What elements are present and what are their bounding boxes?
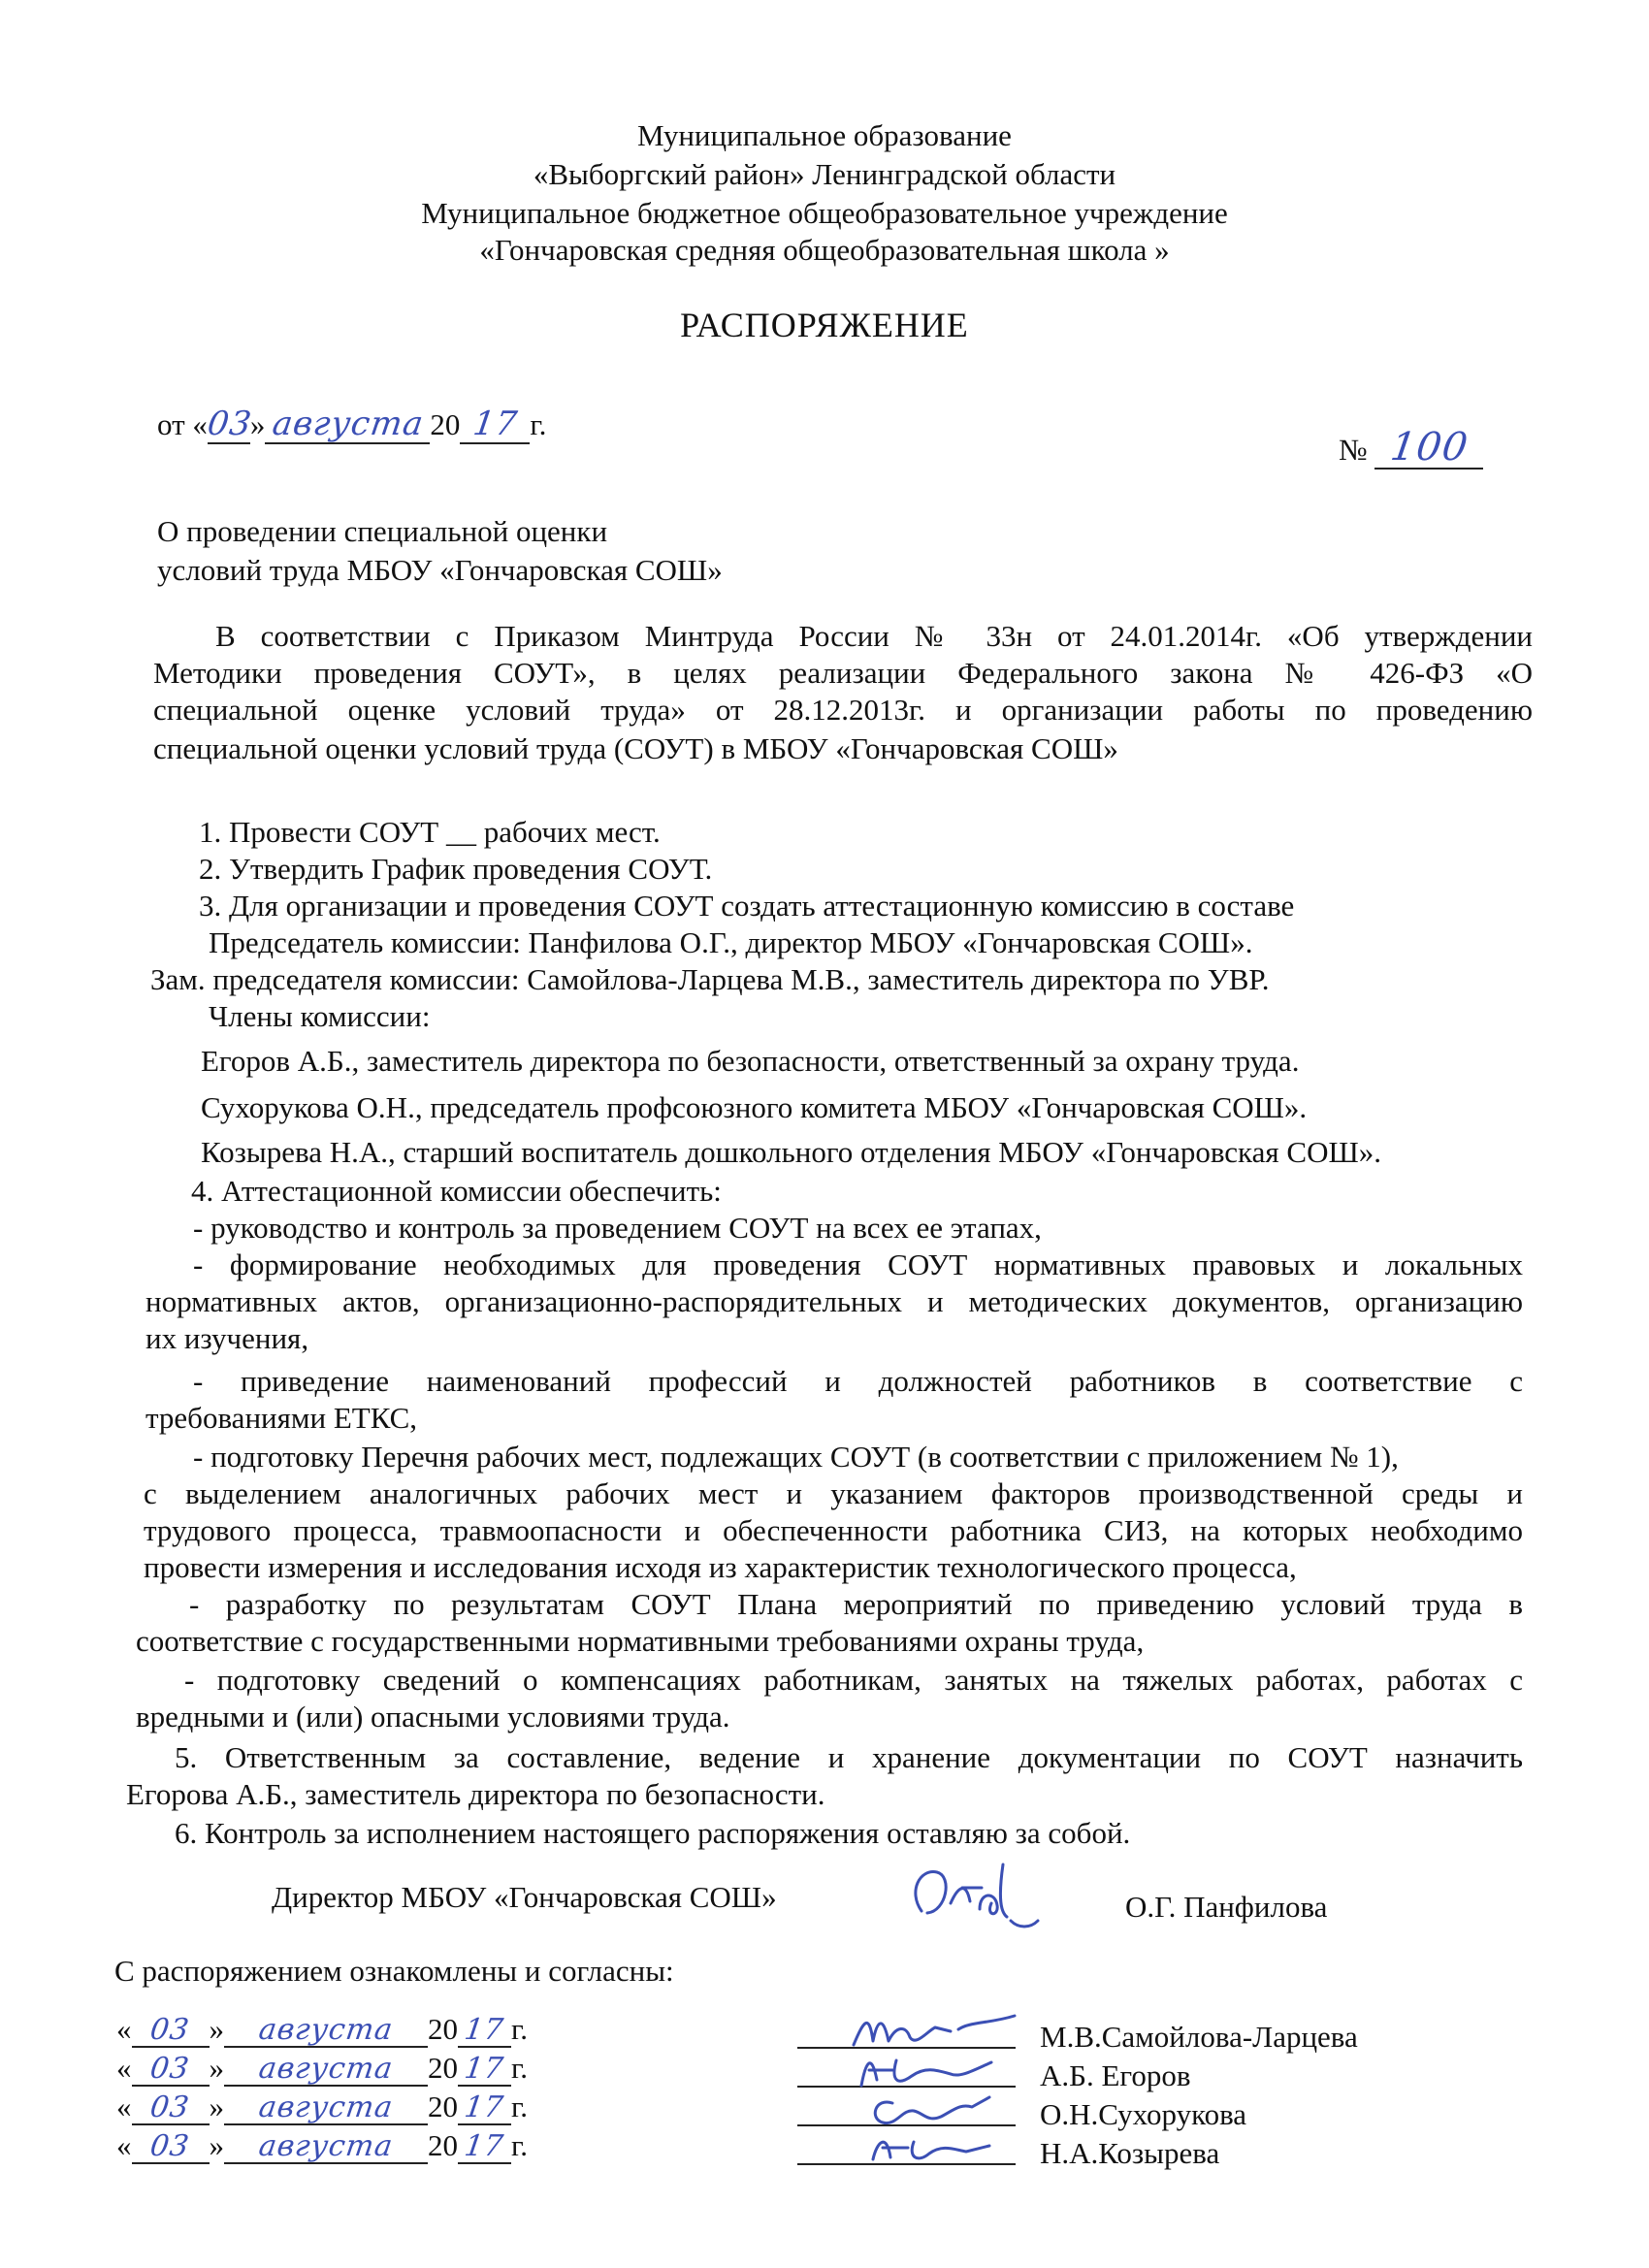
duty-5-line-2: соответствие с государственными нормативными требованиями охраны труда, xyxy=(136,1624,1145,1658)
year-prefix: 20 xyxy=(428,2090,458,2123)
year-suffix: г. xyxy=(511,2012,528,2046)
duty-1: - руководство и контроль за проведением СОУТ на всех ее этапах, xyxy=(193,1211,1042,1245)
ack-date-row-3 xyxy=(116,2088,528,2126)
ack-month: августа xyxy=(256,2090,396,2124)
date-suffix: г. xyxy=(530,407,547,441)
year-prefix: 20 xyxy=(428,2012,458,2046)
header-line-3: Муниципальное бюджетное общеобразовательное учреждение xyxy=(421,196,1228,230)
director-name: О.Г. Панфилова xyxy=(1125,1890,1328,1924)
open-quote: « xyxy=(116,2012,132,2046)
duty-3-line-1: - приведение наименований профессий и должностей работников в соответствие с xyxy=(193,1364,1523,1398)
preamble-line-4: специальной оценки условий труда (СОУТ) в МБОУ «Гончаровская СОШ» xyxy=(153,731,1118,765)
duty-2-line-1: - формирование необходимых для проведения СОУТ нормативных правовых и локальных xyxy=(193,1247,1523,1281)
duty-5-line-1: - разработку по результатам СОУТ Плана мероприятий по приведению условий труда в xyxy=(189,1587,1523,1621)
commission-member-2: Сухорукова О.Н., председатель профсоюзного комитета МБОУ «Гончаровская СОШ». xyxy=(201,1090,1308,1124)
item-2: 2. Утвердить График проведения СОУТ. xyxy=(199,852,713,886)
ack-name-4: Н.А.Козырева xyxy=(1040,2136,1220,2170)
date-month: августа xyxy=(269,405,427,443)
item-3: 3. Для организации и проведения СОУТ создать аттестационную комиссию в составе xyxy=(199,889,1295,923)
duty-4-line-4: провести измерения и исследования исходя из характеристик технологического процесса, xyxy=(144,1550,1297,1584)
close-quote: » xyxy=(209,2012,224,2046)
date-year: 17 xyxy=(470,405,520,443)
document-title: РАСПОРЯЖЕНИЕ xyxy=(680,306,969,344)
duty-3-line-2: требованиями ЕТКС, xyxy=(146,1401,418,1435)
duty-2-line-3: их изучения, xyxy=(146,1321,309,1355)
open-quote: « xyxy=(116,2128,132,2162)
year-prefix: 20 xyxy=(428,2128,458,2162)
number-value: 100 xyxy=(1387,425,1471,470)
acknowledgement-label: С распоряжением ознакомлены и согласны: xyxy=(114,1954,674,1988)
item-5-line-1: 5. Ответственным за составление, ведение и хранение документации по СОУТ назначить xyxy=(175,1740,1523,1774)
item-5-line-2: Егорова А.Б., заместитель директора по безопасности. xyxy=(126,1777,825,1811)
commission-vice-chair: Зам. председателя комиссии: Самойлова-Ларцева М.В., заместитель директора по УВР. xyxy=(150,962,1270,996)
ack-day: 03 xyxy=(147,2090,193,2124)
ack-date-row-2 xyxy=(116,2049,528,2088)
item-4: 4. Аттестационной комиссии обеспечить: xyxy=(191,1174,722,1208)
ack-year: 17 xyxy=(462,2129,507,2163)
duty-4-line-1: - подготовку Перечня рабочих мест, подлежащих СОУТ (в соответствии с приложением № 1), xyxy=(193,1440,1399,1474)
ack-name-2: А.Б. Егоров xyxy=(1040,2058,1191,2092)
header-line-1: Муниципальное образование xyxy=(637,118,1012,152)
close-quote: » xyxy=(209,2128,224,2162)
duty-4-line-3: трудового процесса, травмоопасности и обеспеченности работника СИЗ, на которых необходимо xyxy=(144,1513,1523,1547)
ack-year: 17 xyxy=(462,2090,507,2124)
subject-line-2: условий труда МБОУ «Гончаровская СОШ» xyxy=(157,553,723,587)
duty-4-line-2: с выделением аналогичных рабочих мест и указанием факторов производственной среды и xyxy=(144,1476,1523,1510)
order-date xyxy=(157,405,546,444)
ack-year: 17 xyxy=(462,2013,507,2047)
ack-date-row-4 xyxy=(116,2126,528,2165)
close-quote: » xyxy=(209,2051,224,2085)
preamble-line-1: В соответствии с Приказом Минтруда России № 33н от 24.01.2014г. «Об утверждении xyxy=(215,619,1533,653)
signature-4 xyxy=(854,2121,1009,2171)
commission-members-label: Члены комиссии: xyxy=(209,999,431,1033)
number-label: № xyxy=(1339,433,1368,467)
subject-line-1: О проведении специальной оценки xyxy=(157,514,608,548)
commission-member-3: Козырева Н.А., старший воспитатель дошкольного отделения МБОУ «Гончаровская СОШ». xyxy=(201,1135,1381,1169)
year-suffix: г. xyxy=(511,2051,528,2085)
header-line-4: «Гончаровская средняя общеобразовательная школа » xyxy=(479,233,1170,267)
date-year-prefix: 20 xyxy=(430,407,461,441)
ack-year: 17 xyxy=(462,2052,507,2086)
director-signature xyxy=(902,1853,1048,1940)
commission-member-1: Егоров А.Б., заместитель директора по безопасности, ответственный за охрану труда. xyxy=(201,1044,1300,1078)
preamble-line-2: Методики проведения СОУТ», в целях реализации Федерального закона № 426-ФЗ «О xyxy=(153,656,1533,690)
header-line-2: «Выборгский район» Ленинградской области xyxy=(533,157,1116,191)
date-close-quote: » xyxy=(249,407,266,441)
ack-month: августа xyxy=(256,2052,396,2086)
item-6: 6. Контроль за исполнением настоящего распоряжения оставляю за собой. xyxy=(175,1816,1131,1850)
ack-date-row-1 xyxy=(116,2010,528,2049)
duty-6-line-1: - подготовку сведений о компенсациях работникам, занятых на тяжелых работах, работах с xyxy=(184,1663,1523,1697)
ack-name-1: М.В.Самойлова-Ларцева xyxy=(1040,2020,1358,2054)
open-quote: « xyxy=(116,2090,132,2123)
ack-month: августа xyxy=(256,2129,396,2163)
order-number xyxy=(1339,427,1483,470)
open-quote: « xyxy=(116,2051,132,2085)
close-quote: » xyxy=(209,2090,224,2123)
date-day: 03 xyxy=(205,405,255,443)
director-title: Директор МБОУ «Гончаровская СОШ» xyxy=(272,1880,777,1914)
ack-day: 03 xyxy=(147,2129,193,2163)
year-suffix: г. xyxy=(511,2128,528,2162)
ack-month: августа xyxy=(256,2013,396,2047)
duty-6-line-2: вредными и (или) опасными условиями труда. xyxy=(136,1700,730,1733)
preamble-line-3: специальной оценке условий труда» от 28.12.2013г. и организации работы по проведению xyxy=(153,693,1533,727)
item-1: 1. Провести СОУТ __ рабочих мест. xyxy=(199,815,661,849)
ack-day: 03 xyxy=(147,2013,193,2047)
date-prefix: от « xyxy=(157,407,208,441)
duty-2-line-2: нормативных актов, организационно-распорядительных и методических документов, организацию xyxy=(146,1284,1523,1318)
year-prefix: 20 xyxy=(428,2051,458,2085)
ack-day: 03 xyxy=(147,2052,193,2086)
year-suffix: г. xyxy=(511,2090,528,2123)
ack-name-3: О.Н.Сухорукова xyxy=(1040,2097,1247,2131)
commission-chair: Председатель комиссии: Панфилова О.Г., директор МБОУ «Гончаровская СОШ». xyxy=(209,925,1253,959)
